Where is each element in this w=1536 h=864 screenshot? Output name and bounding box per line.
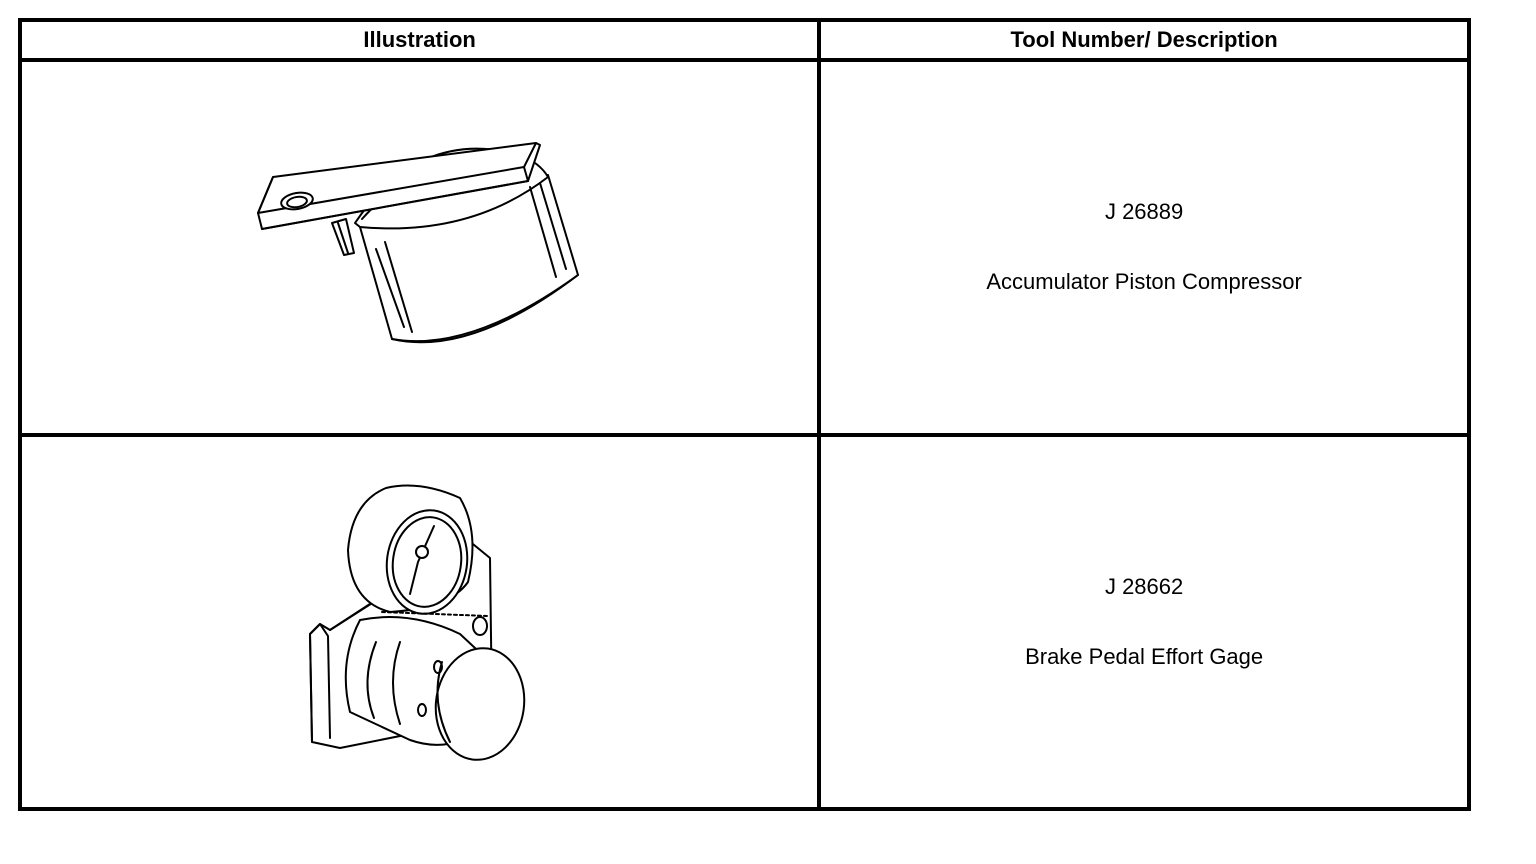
header-tool-number-description: Tool Number/ Description — [819, 20, 1469, 60]
tool-number: J 26889 — [1104, 199, 1184, 225]
tool-number: J 28662 — [1104, 573, 1184, 599]
table-header-row — [20, 20, 1469, 60]
illustration-cell — [20, 435, 819, 809]
accumulator-piston-compressor-drawing — [240, 127, 600, 367]
special-tools-table — [18, 18, 1471, 811]
brake-pedal-effort-gage-drawing — [290, 472, 550, 772]
table-row — [20, 60, 1469, 434]
illustration-cell — [20, 60, 819, 434]
tool-description: Accumulator Piston Compressor — [986, 269, 1302, 295]
header-illustration: Illustration — [20, 20, 819, 60]
description-cell — [819, 60, 1469, 434]
table-row — [20, 435, 1469, 809]
description-cell — [819, 435, 1469, 809]
tool-description: Brake Pedal Effort Gage — [1025, 643, 1264, 669]
